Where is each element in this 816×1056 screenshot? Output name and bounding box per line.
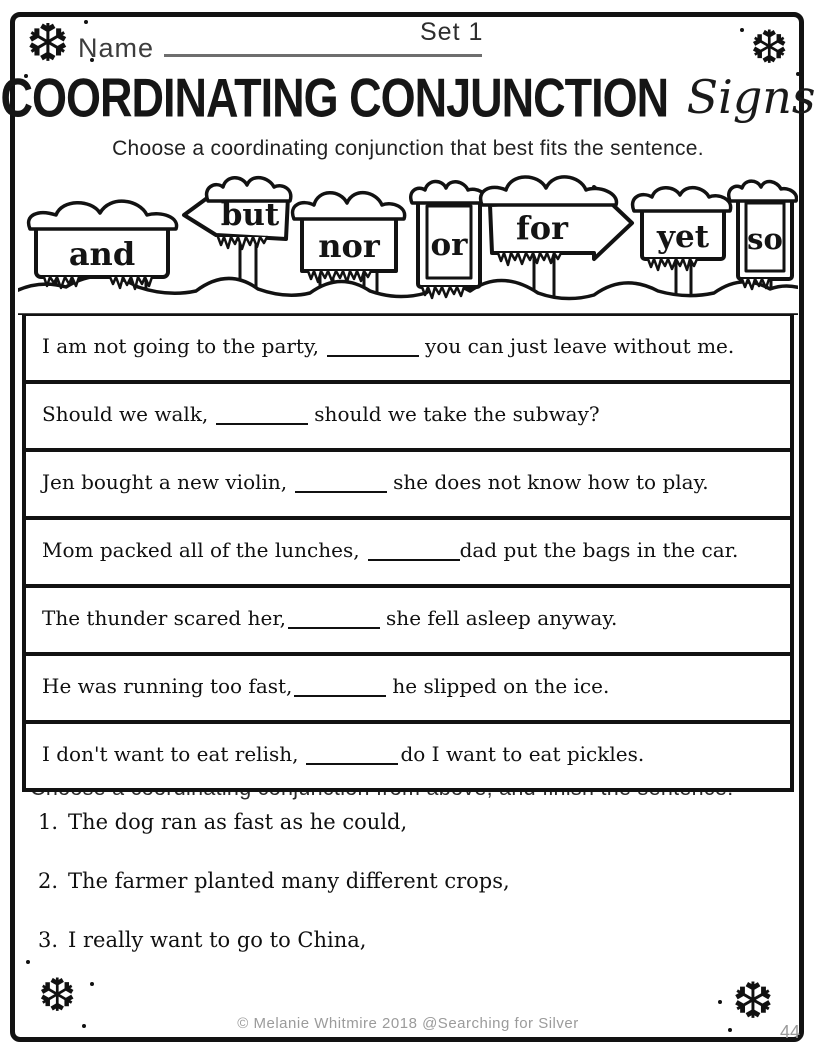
sentence-post: you can just leave without me.	[424, 334, 735, 358]
title-text: COORDINATING CONJUNCTION	[0, 66, 669, 129]
page-title	[0, 66, 816, 129]
sentence-pre: Mom packed all of the lunches,	[42, 538, 360, 562]
sentence-pre: The thunder scared her,	[42, 606, 287, 630]
page-number: 44	[779, 1022, 800, 1042]
snowflake-icon: ❆	[26, 14, 70, 74]
title-script-text: Signs	[686, 70, 816, 124]
item-text: The farmer planted many different crops,	[68, 869, 510, 893]
list-item	[38, 928, 510, 952]
answer-blank[interactable]	[295, 471, 387, 493]
item-number: 2.	[38, 869, 59, 893]
sign-yet	[633, 188, 731, 270]
sign-label: and	[68, 235, 136, 273]
sign-nor	[293, 193, 405, 282]
snowflake-icon: ❆	[750, 20, 789, 74]
answer-blank[interactable]	[288, 607, 380, 629]
sign-and	[29, 201, 177, 289]
sentence-pre: Should we walk,	[42, 402, 209, 426]
sentence-table	[22, 312, 794, 792]
snow-dot	[84, 20, 88, 24]
table-row	[26, 316, 790, 384]
sign-label: for	[516, 209, 568, 247]
answer-blank[interactable]	[306, 743, 398, 765]
snowflake-icon: ❆	[38, 968, 77, 1022]
instructions-1: Choose a coordinating conjunction that best fits the sentence.	[112, 137, 704, 160]
snowflake-icon	[750, 20, 789, 74]
sentence-post: she does not know how to play.	[393, 470, 709, 494]
answer-blank[interactable]	[368, 539, 460, 561]
item-text: The dog ran as fast as he could,	[68, 810, 408, 834]
snow-dot	[26, 960, 30, 964]
table-row	[26, 656, 790, 724]
table-row	[26, 588, 790, 656]
snowflake-icon	[38, 968, 77, 1022]
sentence-pre: Jen bought a new violin,	[42, 470, 288, 494]
sign-for	[481, 177, 632, 265]
snow-dot	[718, 1000, 722, 1004]
sentence-pre: He was running too fast,	[42, 674, 293, 698]
sentence-post: should we take the subway?	[314, 402, 600, 426]
answer-blank[interactable]	[327, 335, 419, 357]
sign-label: nor	[318, 227, 380, 265]
sign-label: yet	[656, 219, 710, 255]
snowflake-icon: ❆	[732, 972, 774, 1030]
sentence-pre: I don't want to eat relish,	[42, 742, 299, 766]
footer-credit: © Melanie Whitmire 2018 @Searching for Silver	[237, 1015, 579, 1032]
sign-or	[411, 181, 487, 298]
sentence-post: dad put the bags in the car.	[459, 538, 739, 562]
set-label: Set 1	[420, 18, 484, 46]
snow-dot	[740, 28, 744, 32]
item-number: 3.	[38, 928, 59, 952]
list-item	[38, 810, 510, 834]
sentence-pre: I am not going to the party,	[42, 334, 319, 358]
table-row	[26, 384, 790, 452]
sign-so	[729, 181, 797, 289]
answer-blank[interactable]	[216, 403, 308, 425]
snowflake-icon	[26, 14, 70, 74]
answer-blank[interactable]	[294, 675, 386, 697]
sentence-post: she fell asleep anyway.	[386, 606, 618, 630]
sign-but	[184, 178, 291, 249]
finish-sentence-list	[38, 810, 510, 952]
sign-label: or	[430, 227, 468, 263]
sentence-post: do I want to eat pickles.	[400, 742, 645, 766]
name-label: Name	[78, 33, 155, 63]
sentence-post: he slipped on the ice.	[392, 674, 610, 698]
table-row	[26, 724, 790, 788]
table-row	[26, 520, 790, 588]
item-number: 1.	[38, 810, 59, 834]
list-item	[38, 869, 510, 893]
conjunction-signs-illustration	[18, 163, 798, 315]
item-text: I really want to go to China,	[68, 928, 367, 952]
sign-label: but	[220, 197, 280, 233]
table-row	[26, 452, 790, 520]
sign-label: so	[747, 222, 783, 256]
snow-dot	[90, 982, 94, 986]
